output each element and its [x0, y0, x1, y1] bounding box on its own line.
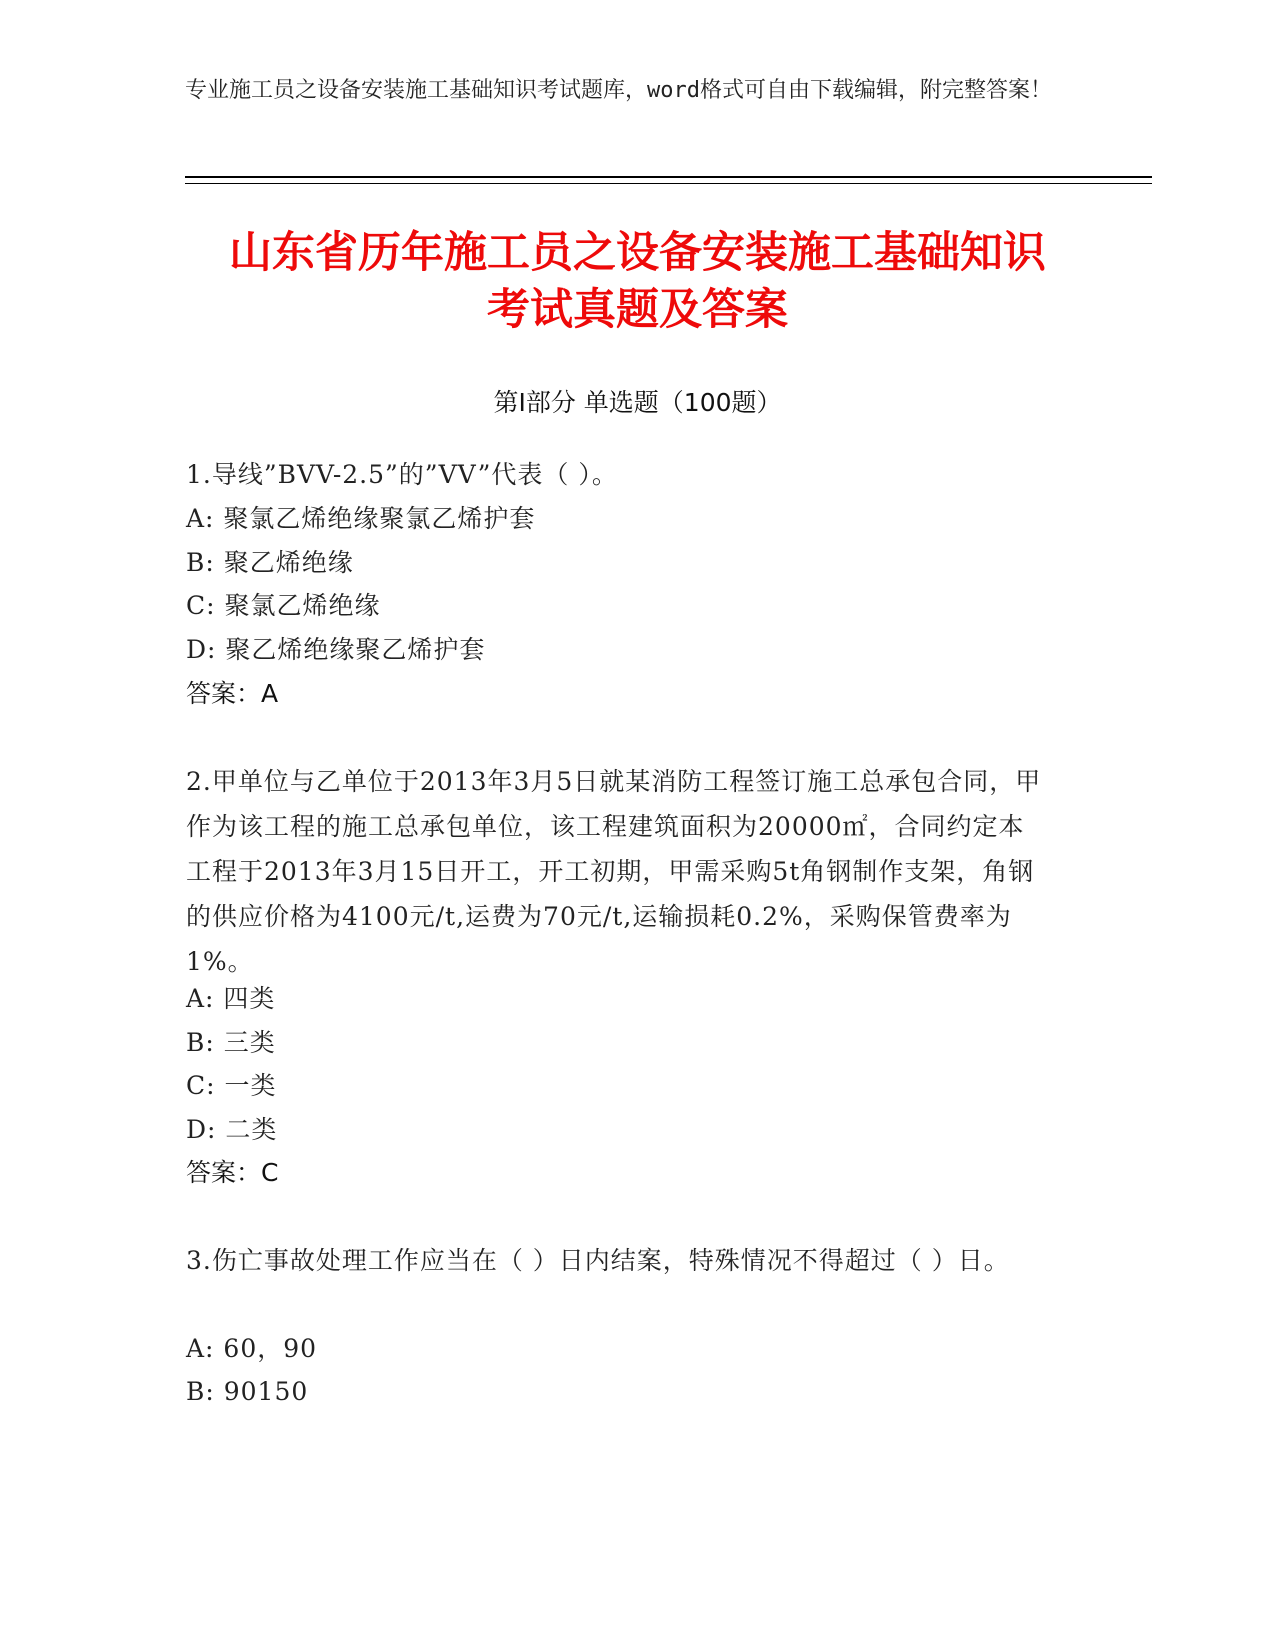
question-3-option-a: A: 60，90	[186, 1334, 318, 1363]
question-1-text: 1.导线”BVV-2.5”的”VV”代表（ ）。	[186, 460, 618, 489]
question-2-option-b: B: 三类	[186, 1028, 276, 1057]
question-1-option-a: A: 聚氯乙烯绝缘聚氯乙烯护套	[186, 504, 536, 533]
question-2-text: 2.甲单位与乙单位于2013年3月5日就某消防工程签订施工总承包合同，甲作为该工程的施工总承包单位，该工程建筑面积为20000㎡，合同约定本工程于2013年3月15日开工，开工初期，甲需采购5t角钢制作支架，角钢的供应价格为4100元/t,运费为70元/t,运输损耗0.2%，采购保管费率为1%。	[186, 767, 1042, 976]
title-line-2: 考试真题及答案	[487, 285, 788, 335]
question-1-option-d: D: 聚乙烯绝缘聚乙烯护套	[186, 635, 486, 664]
question-3-option-b: B: 90150	[186, 1377, 309, 1406]
section-title: 第Ⅰ部分 单选题（100题）	[493, 388, 782, 417]
header-rule-thin	[185, 183, 1152, 184]
header-rule-thick	[185, 176, 1152, 178]
document-title	[150, 225, 1125, 339]
header-note: 专业施工员之设备安装施工基础知识考试题库，word格式可自由下载编辑，附完整答案！	[185, 78, 1052, 103]
question-2-option-c: C: 一类	[186, 1071, 277, 1100]
question-2-option-a: A: 四类	[186, 984, 276, 1013]
question-1-option-c: C: 聚氯乙烯绝缘	[186, 591, 381, 620]
question-1-option-b: B: 聚乙烯绝缘	[186, 548, 354, 577]
question-2-answer: 答案：C	[186, 1158, 279, 1187]
question-1-answer: 答案：A	[186, 679, 279, 708]
question-3-text: 3.伤亡事故处理工作应当在（ ）日内结案，特殊情况不得超过（ ）日。	[186, 1246, 1010, 1275]
title-line-1: 山东省历年施工员之设备安装施工基础知识	[229, 228, 1046, 278]
question-2-option-d: D: 二类	[186, 1115, 278, 1144]
